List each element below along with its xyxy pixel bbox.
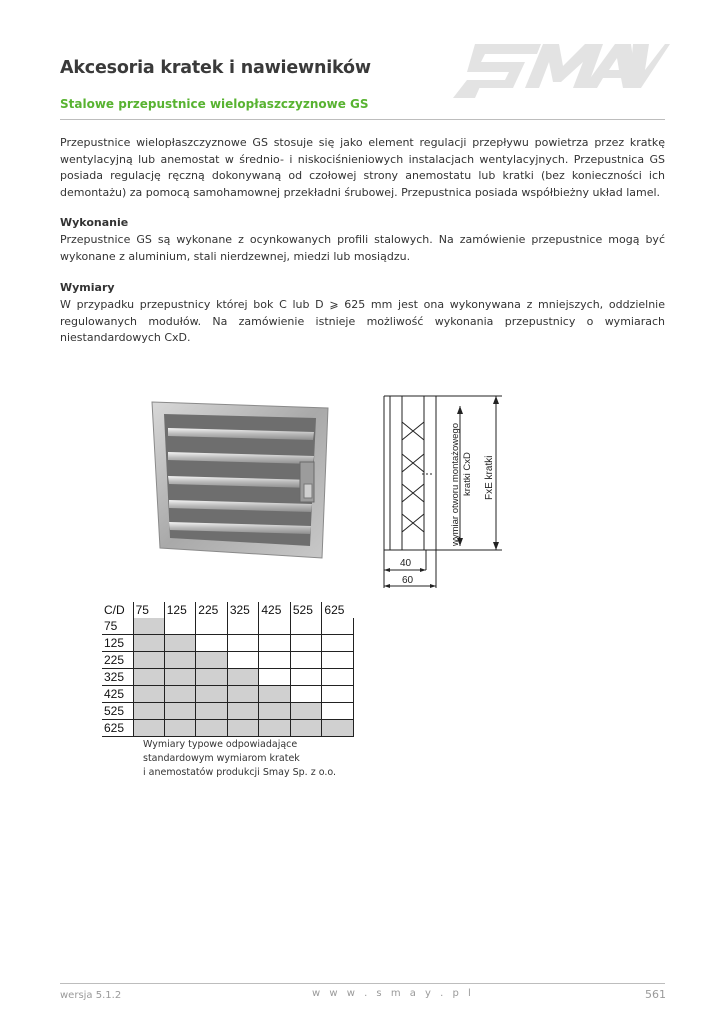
wykonanie-line: Przepustnice GS są wykonane z ocynkowanych profili stalowych. Na zamówienie przepustnice mogą być	[60, 233, 665, 246]
page-title: Akcesoria kratek i nawiewników	[60, 58, 371, 78]
size-table-cell	[227, 720, 259, 737]
intro-line: demontażu) za pomocą samohamownej przekładni śrubowej. Przepustnica posiada współbieżny układ lamel.	[60, 185, 661, 199]
size-table-row-header: 325	[102, 669, 133, 686]
caption-line: Wymiary typowe odpowiadające	[143, 739, 298, 750]
size-table-col-header: 225	[196, 602, 228, 618]
size-table-cell	[227, 618, 259, 635]
size-table-cell	[227, 686, 259, 703]
size-table-cell	[290, 652, 322, 669]
size-table-cell	[133, 720, 164, 737]
size-table-cell	[290, 669, 322, 686]
size-table-cell	[196, 652, 228, 669]
damper-photo	[150, 400, 330, 560]
size-table-cell	[290, 686, 322, 703]
size-table-row	[102, 720, 354, 737]
size-table-caption	[143, 738, 336, 780]
size-table-col-header: 525	[290, 602, 322, 618]
size-table-cell	[322, 618, 354, 635]
caption-line: i anemostatów produkcji Smay Sp. z o.o.	[143, 767, 337, 778]
size-table-cell	[322, 720, 354, 737]
wykonanie-heading: Wykonanie	[60, 216, 129, 229]
size-table-row	[102, 703, 354, 720]
size-table	[102, 602, 354, 737]
wymiary-paragraph	[60, 297, 665, 347]
size-table-cell	[164, 720, 196, 737]
footer-divider	[60, 983, 665, 984]
size-table-cell	[227, 635, 259, 652]
size-table-cell	[133, 652, 164, 669]
size-table-cell	[133, 618, 164, 635]
intro-line: wentylacyjną lub anemostat w średnio- i niskociśnieniowych instalacjach wentylacyjnych. Przepustnica GS	[60, 152, 665, 166]
size-table-header-row	[102, 602, 354, 618]
drawing-dim-60: 60	[402, 575, 414, 586]
size-table-cell	[259, 635, 291, 652]
size-table-col-header: 325	[227, 602, 259, 618]
size-table-row-header: 125	[102, 635, 133, 652]
size-table-row	[102, 618, 354, 635]
size-table-row	[102, 669, 354, 686]
size-table-cell	[133, 635, 164, 652]
footer-url[interactable]: w w w . s m a y . p l	[312, 988, 474, 999]
wymiary-line: niestandardowych CxD.	[60, 331, 191, 344]
size-table-cell	[133, 686, 164, 703]
size-table-cell	[227, 703, 259, 720]
size-table-cell	[259, 618, 291, 635]
wykonanie-paragraph	[60, 232, 665, 265]
wymiary-line: regulowanych modułów. Na zamówienie istnieje możliwość wykonania przepustnicy o wymiarach	[60, 314, 665, 328]
size-table-row-header: 225	[102, 652, 133, 669]
size-table-row	[102, 652, 354, 669]
size-table-row-header: 425	[102, 686, 133, 703]
drawing-label-grille: kratki CxD	[462, 452, 473, 496]
size-table-col-header: 125	[164, 602, 196, 618]
size-table-cell	[133, 669, 164, 686]
wykonanie-line: wykonane z aluminium, stali nierdzewnej, miedzi lub mosiądzu.	[60, 249, 411, 263]
size-table-cell	[322, 635, 354, 652]
size-table-cell	[290, 720, 322, 737]
size-table-row-header: 625	[102, 720, 133, 737]
damper-technical-drawing	[372, 388, 512, 593]
intro-paragraph	[60, 135, 665, 201]
size-table-cell	[322, 652, 354, 669]
size-table-corner: C/D	[104, 602, 125, 617]
caption-line: standardowym wymiarom kratek	[143, 753, 300, 764]
page-number: 561	[645, 988, 666, 1001]
intro-line: Przepustnice wielopłaszczyznowe GS stosuje się jako element regulacji przepływu powietrza przez kratkę	[60, 136, 665, 149]
size-table-cell	[164, 669, 196, 686]
size-table-cell	[164, 618, 196, 635]
footer-version: wersja 5.1.2	[60, 990, 122, 1001]
size-table-cell	[227, 652, 259, 669]
header-divider	[60, 119, 665, 120]
size-table-cell	[133, 703, 164, 720]
size-table-cell	[322, 703, 354, 720]
size-table-row	[102, 635, 354, 652]
size-table-cell	[196, 635, 228, 652]
drawing-label-fxe: FxE kratki	[484, 455, 495, 500]
size-table-row-header: 75	[102, 618, 133, 635]
size-table-row	[102, 686, 354, 703]
size-table-cell	[259, 703, 291, 720]
size-table-col-header: 75	[133, 602, 164, 618]
size-table-cell	[164, 686, 196, 703]
drawing-dim-40: 40	[400, 558, 412, 569]
size-table-cell	[196, 686, 228, 703]
size-table-col-header: 425	[259, 602, 291, 618]
size-table-cell	[196, 669, 228, 686]
size-table-col-header: 625	[322, 602, 354, 618]
size-table-cell	[259, 652, 291, 669]
size-table-cell	[164, 635, 196, 652]
size-table-cell	[164, 703, 196, 720]
size-table-cell	[290, 703, 322, 720]
size-table-cell	[322, 686, 354, 703]
size-table-cell	[227, 669, 259, 686]
size-table-row-header: 525	[102, 703, 133, 720]
size-table-cell	[322, 669, 354, 686]
intro-line: posiada regulację ręczną dokonywaną od czołowej strony anemostatu lub kratki (bez konieczności ich	[60, 169, 665, 182]
section-subtitle: Stalowe przepustnice wielopłaszczyznowe GS	[60, 97, 369, 111]
size-table-cell	[290, 635, 322, 652]
size-table-cell	[259, 686, 291, 703]
size-table-cell	[196, 720, 228, 737]
size-table-cell	[259, 720, 291, 737]
size-table-cell	[259, 669, 291, 686]
smay-logo	[445, 36, 670, 102]
size-table-cell	[164, 652, 196, 669]
size-table-cell	[290, 618, 322, 635]
wymiary-line: W przypadku przepustnicy której bok C lub D ⩾ 625 mm jest ona wykonywana z mniejszych, oddzielnie	[60, 298, 665, 311]
size-table-cell	[196, 703, 228, 720]
size-table-cell	[196, 618, 228, 635]
wymiary-heading: Wymiary	[60, 281, 115, 294]
drawing-label-opening: wymiar otworu montażowego	[450, 422, 461, 546]
